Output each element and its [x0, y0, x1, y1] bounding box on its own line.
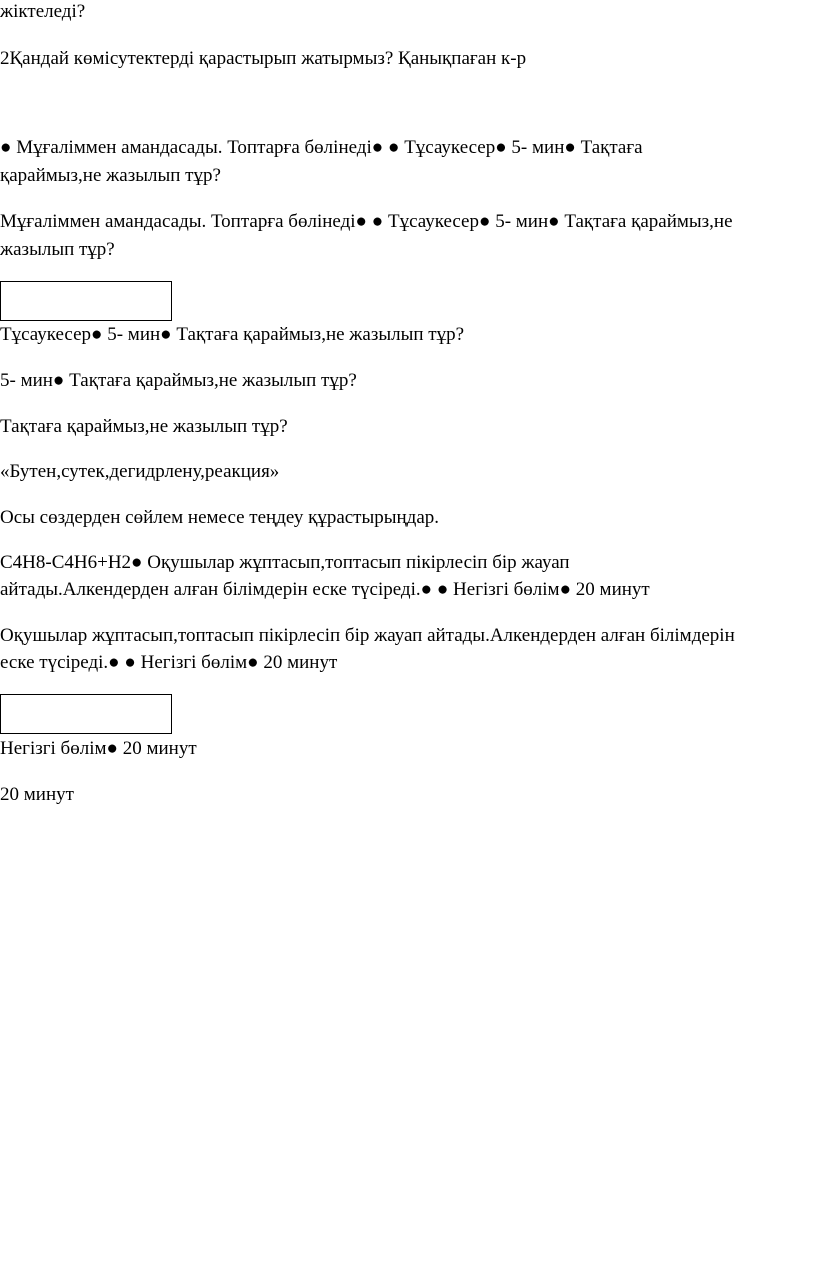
- empty-box-1: [0, 281, 172, 321]
- text-line-3: ● Мұғаліммен амандасады. Топтарға бөлінеді● ● Тұсаукесер● 5- мин● Тақтаға: [0, 137, 643, 158]
- text-line-5: Мұғаліммен амандасады. Топтарға бөлінеді● ● Тұсаукесер● 5- мин● Тақтаға қараймыз,не: [0, 211, 733, 232]
- text-line-7: Тұсаукесер● 5- мин● Тақтаға қараймыз,не жазылып тұр?: [0, 324, 465, 345]
- text-line-4: қараймыз,не жазылып тұр?: [0, 165, 221, 186]
- text-line-15: еске түсіреді.● ● Негізгі бөлім● 20 минут: [0, 652, 338, 673]
- text-line-1: жіктеледі?: [0, 1, 86, 22]
- text-line-13: айтады.Алкендерден алған білімдерін еске түсіреді.● ● Негізгі бөлім● 20 минут: [0, 579, 650, 600]
- text-line-9: Тақтаға қараймыз,не жазылып тұр?: [0, 416, 288, 437]
- text-line-6: жазылып тұр?: [0, 239, 115, 260]
- text-line-14: Оқушылар жұптасып,топтасып пікірлесіп бір жауап айтады.Алкендерден алған білімдерін: [0, 625, 735, 646]
- empty-box-2: [0, 694, 172, 734]
- text-line-17: 20 минут: [0, 784, 74, 805]
- keywords-line: «Бутен,сутек,дегидрлену,реакция»: [0, 461, 280, 482]
- question-line: 2Қандай көмісутектерді қарастырып жатырмыз? Қанықпаған к-р: [0, 48, 527, 69]
- instruction-line: Осы сөздерден сөйлем немесе теңдеу құрастырыңдар.: [0, 507, 440, 528]
- equation-line: C4H8-C4H6+H2● Оқушылар жұптасып,топтасып пікірлесіп бір жауап: [0, 552, 570, 573]
- text-line-8: 5- мин● Тақтаға қараймыз,не жазылып тұр?: [0, 370, 357, 391]
- text-line-16: Негізгі бөлім● 20 минут: [0, 738, 197, 759]
